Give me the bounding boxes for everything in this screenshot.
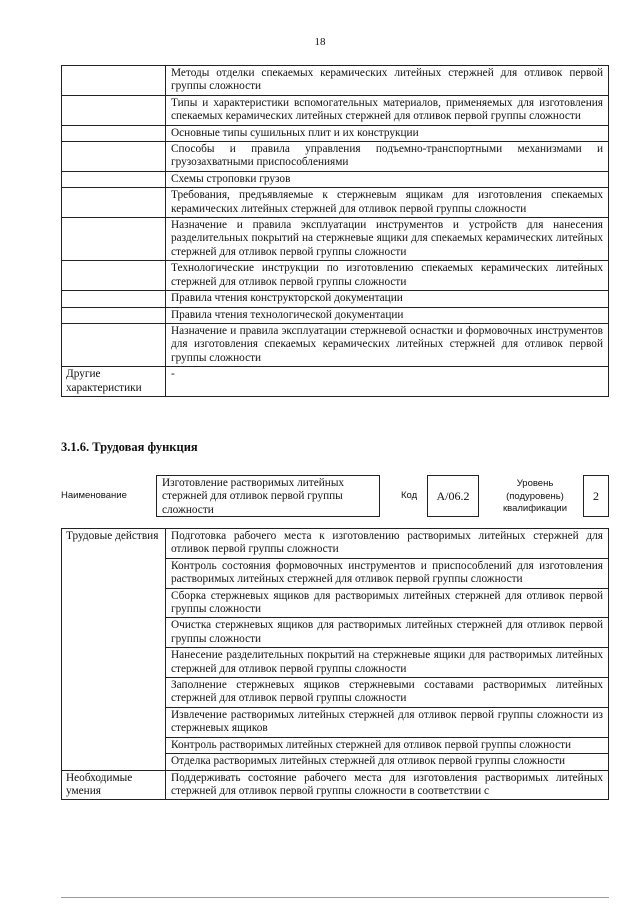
actions-table: [61, 528, 609, 800]
table-cell: Способы и правила управления подъемно-транспортными механизмами и грузозахватными приспособлениями: [166, 142, 609, 172]
table-cell: Отделка растворимых литейных стержней для отливок первой группы сложности: [166, 754, 609, 770]
table-cell: Поддерживать состояние рабочего места для изготовления растворимых литейных стержней для отливок первой группы сложности в соответствии с: [166, 770, 609, 800]
code-label: Код: [401, 490, 418, 501]
table-row: [62, 307, 609, 323]
row-label: [62, 142, 166, 172]
table-row: [62, 218, 609, 261]
knowledge-table: [61, 65, 609, 397]
other-characteristics-value: -: [166, 367, 609, 397]
row-label: [62, 323, 166, 366]
table-row: [62, 66, 609, 96]
table-cell: Методы отделки спекаемых керамических литейных стержней для отливок первой группы сложности: [166, 66, 609, 96]
row-label: [62, 261, 166, 291]
table-cell: Технологические инструкции по изготовлению спекаемых керамических литейных стержней для отливок первой группы сложности: [166, 261, 609, 291]
table-row: [62, 95, 609, 125]
table-row: [62, 367, 609, 397]
table-cell: Типы и характеристики вспомогательных материалов, применяемых для изготовления спекаемых керамических литейных стержней для отливок первой группы сложности: [166, 95, 609, 125]
row-label: [62, 95, 166, 125]
table-row: [62, 261, 609, 291]
table-cell: Контроль растворимых литейных стержней для отливок первой группы сложности: [166, 737, 609, 753]
name-label: Наименование: [61, 490, 127, 501]
table-cell: Основные типы сушильных плит и их конструкции: [166, 125, 609, 141]
page-number: 18: [314, 36, 326, 48]
code-value: A/06.2: [427, 475, 479, 517]
table-row: [62, 529, 609, 559]
table-cell: Нанесение разделительных покрытий на стержневые ящики для растворимых литейных стержней для отливок первой группы сложности: [166, 648, 609, 678]
page-bottom-edge: [61, 897, 609, 898]
row-label: [62, 188, 166, 218]
section-heading: 3.1.6. Трудовая функция: [61, 440, 198, 454]
table-cell: Подготовка рабочего места к изготовлению растворимых литейных стержней для отливок первой группы сложности: [166, 529, 609, 559]
table-cell: Требования, предъявляемые к стержневым ящикам для изготовления спекаемых керамических литейных стержней для отливок первой группы сложности: [166, 188, 609, 218]
table-cell: Схемы строповки грузов: [166, 171, 609, 187]
table-cell: Правила чтения конструкторской документации: [166, 291, 609, 307]
table-cell: Назначение и правила эксплуатации инструментов и устройств для нанесения разделительных покрытий на стержневые ящики для спекаемых керамических литейных стержней для отливок первой группы сложности: [166, 218, 609, 261]
table-cell: Правила чтения технологической документации: [166, 307, 609, 323]
table-cell: Заполнение стержневых ящиков стержневыми составами растворимых литейных стержней для отливок первой группы сложности: [166, 678, 609, 708]
table-row: [62, 188, 609, 218]
table-cell: Контроль состояния формовочных инструментов и приспособлений для изготовления растворимых литейных стержней для отливок первой группы сложности: [166, 558, 609, 588]
level-value: 2: [583, 475, 609, 517]
table-cell: Очистка стержневых ящиков для растворимых литейных стержней для отливок первой группы сложности: [166, 618, 609, 648]
function-header: [61, 471, 609, 525]
table-cell: Назначение и правила эксплуатации стержневой оснастки и формовочных инструментов для изготовления спекаемых керамических литейных стержней для отливок первой группы сложности: [166, 323, 609, 366]
name-value: Изготовление растворимых литейных стержней для отливок первой группы сложности: [156, 475, 380, 517]
row-label: [62, 307, 166, 323]
other-characteristics-label: Другие характеристики: [62, 367, 166, 397]
row-label: [62, 291, 166, 307]
table-row: [62, 171, 609, 187]
table-row: [62, 291, 609, 307]
row-label: [62, 218, 166, 261]
row-label: [62, 171, 166, 187]
table-cell: Извлечение растворимых литейных стержней для отливок первой группы сложности из стержневых ящиков: [166, 707, 609, 737]
table-cell: Сборка стержневых ящиков для растворимых литейных стержней для отливок первой группы сложности: [166, 588, 609, 618]
table-row: [62, 142, 609, 172]
row-label: [62, 66, 166, 96]
level-label: Уровень (подуровень) квалификации: [502, 478, 568, 514]
table-row: [62, 125, 609, 141]
actions-label: Трудовые действия: [62, 529, 166, 771]
row-label: [62, 125, 166, 141]
skills-label: Необходимые умения: [62, 770, 166, 800]
table-row: [62, 770, 609, 800]
table-row: [62, 323, 609, 366]
